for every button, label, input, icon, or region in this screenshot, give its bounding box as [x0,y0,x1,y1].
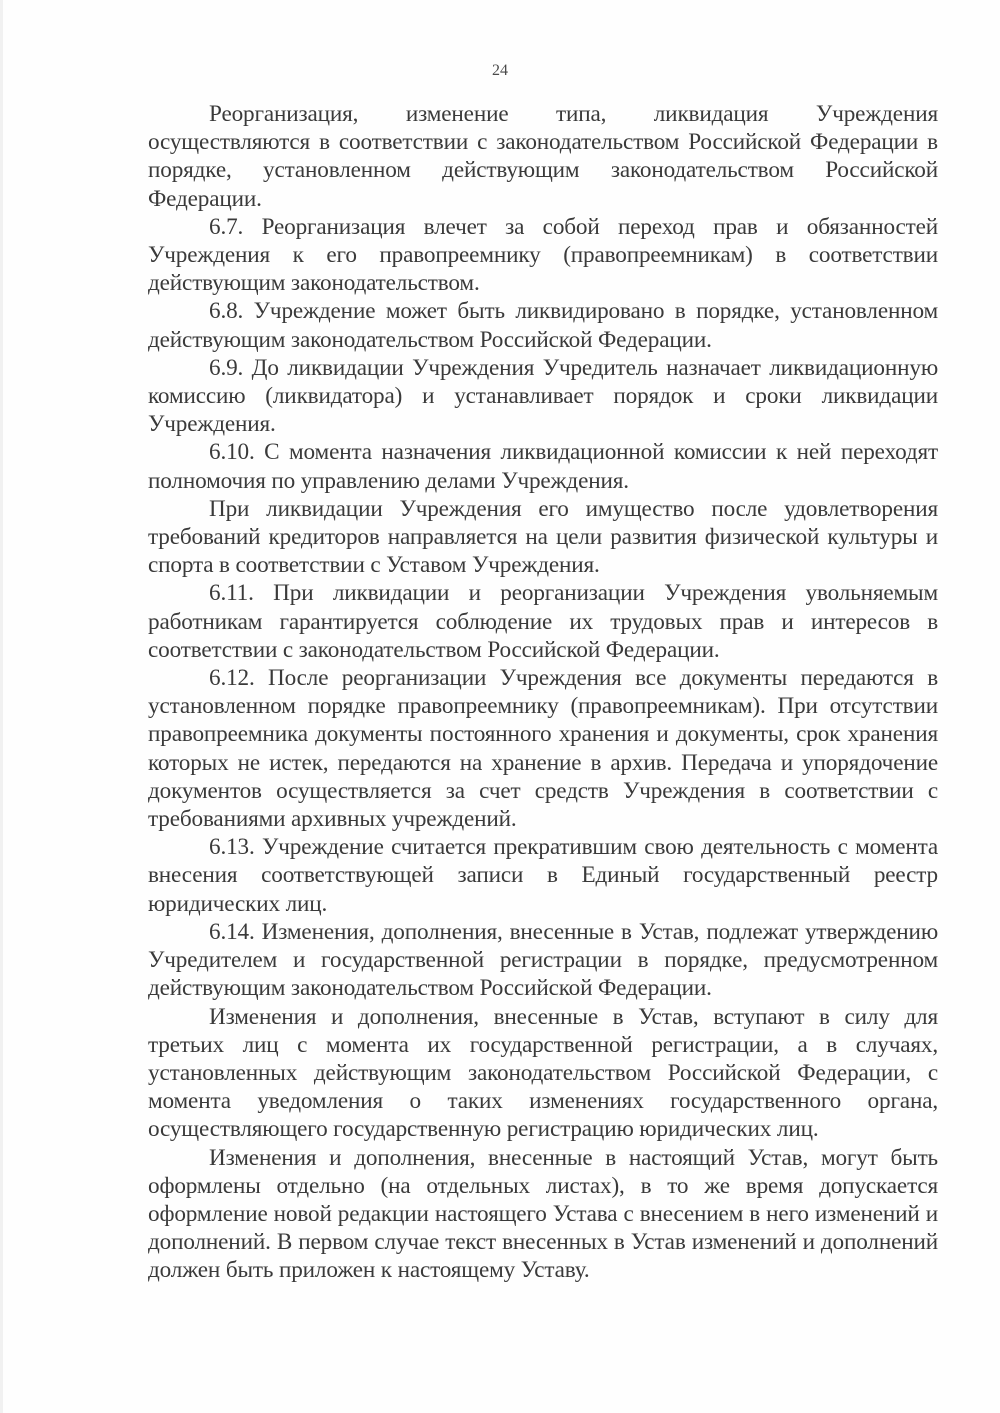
paragraph-amendments-effect: Изменения и дополнения, внесенные в Устав, вступают в силу для третьих лиц с момента их государственной регистрации, а в случаях, установленных действующим законодательством Российской Федерации, с момента уведомления о таких изменениях государственного органа, осуществляющего государственную регистрацию юридических лиц. [148,1003,938,1143]
paragraph-6-9: 6.9. До ликвидации Учреждения Учредитель назначает ликвидационную комиссию (ликвидатора) и устанавливает порядок и сроки ликвидации Учреждения. [148,354,938,438]
paragraph-6-13: 6.13. Учреждение считается прекратившим свою деятельность с момента внесения соответствующей записи в Единый государственный реестр юридических лиц. [148,834,938,917]
scan-edge [0,0,3,1413]
paragraph-6-10: 6.10. С момента назначения ликвидационной комиссии к ней переходят полномочия по управлению делами Учреждения. [148,439,938,494]
document-body [148,100,938,1285]
paragraph-6-14: 6.14. Изменения, дополнения, внесенные в Устав, подлежат утверждению Учредителем и государственной регистрации в порядке, предусмотренном действующим законодательством Российской Федерации. [148,918,938,1002]
paragraph-6-8: 6.8. Учреждение может быть ликвидировано в порядке, установленном действующим законодательством Российской Федерации. [148,298,938,353]
page-number: 24 [492,62,508,79]
paragraph-6-12: 6.12. После реорганизации Учреждения все документы передаются в установленном порядке правопреемнику (правопреемникам). При отсутствии правопреемника документы постоянного хранения и документы, срок хранения которых не истек, передаются на хранение в архив. Передача и упорядочение документов осуществляется за счет средств Учреждения в соответствии с требованиями архивных учреждений. [148,665,938,833]
paragraph-amendments-form: Изменения и дополнения, внесенные в настоящий Устав, могут быть оформлены отдельно (на отдельных листах), в то же время допускается оформление новой редакции настоящего Устава с внесением в него изменений и дополнений. В первом случае текст внесенных в Устав изменений и дополнений должен быть приложен к настоящему Уставу. [148,1144,938,1284]
paragraph-property-distribution: При ликвидации Учреждения его имущество после удовлетворения требований кредиторов направляется на цели развития физической культуры и спорта в соответствии с Уставом Учреждения. [148,495,938,579]
paragraph-reorganization-intro: Реорганизация, изменение типа, ликвидация Учреждения осуществляются в соответствии с законодательством Российской Федерации в порядке, установленном действующим законодательством Российской Федерации. [148,101,938,212]
paragraph-6-7: 6.7. Реорганизация влечет за собой переход прав и обязанностей Учреждения к его правопреемнику (правопреемникам) в соответствии действующим законодательством. [148,213,938,297]
paragraph-6-11: 6.11. При ликвидации и реорганизации Учреждения увольняемым работникам гарантируется соблюдение их трудовых прав и интересов в соответствии с законодательством Российской Федерации. [148,580,938,663]
